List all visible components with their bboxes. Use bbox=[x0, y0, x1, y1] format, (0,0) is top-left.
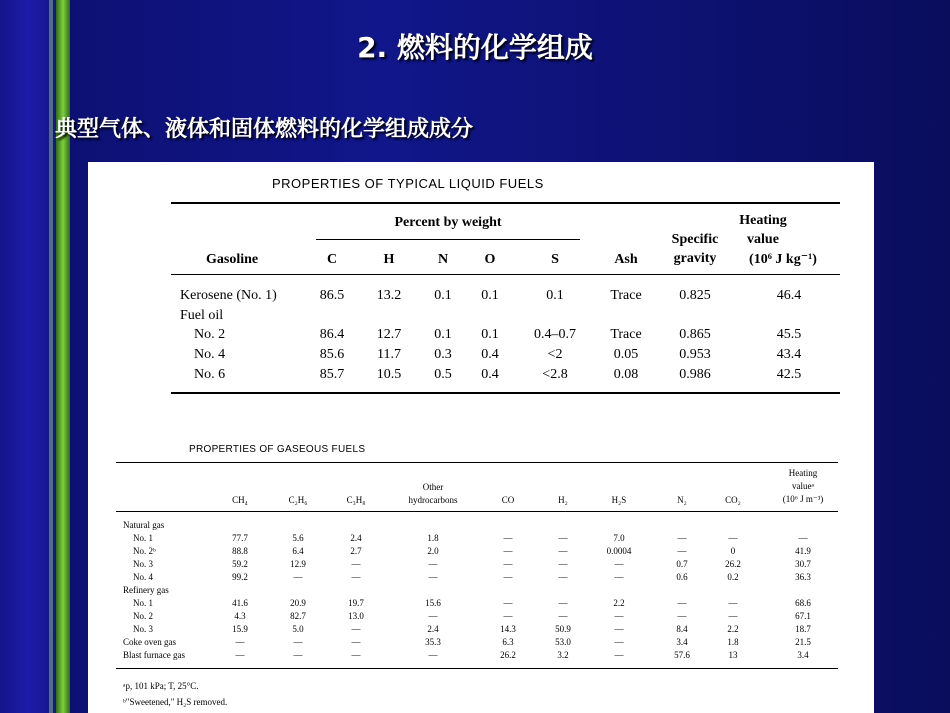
c-header: C bbox=[326, 252, 338, 267]
gas-cell-n2: 8.4 bbox=[676, 624, 688, 634]
gas-cell-n2: 0.7 bbox=[676, 559, 688, 569]
gas-row-name: Coke oven gas bbox=[123, 637, 176, 647]
gas-cell-n2: — bbox=[677, 546, 687, 556]
gas-cell-other: 2.4 bbox=[427, 624, 439, 634]
gas-cell-h2s: — bbox=[614, 611, 624, 621]
left-decor-highlight bbox=[49, 0, 53, 713]
gas-cell-hv: 67.1 bbox=[795, 611, 811, 621]
gas-cell-c3h8: 2.7 bbox=[350, 546, 362, 556]
gas-cell-c3h8: 13.0 bbox=[348, 611, 364, 621]
gas-cell-ch4: 15.9 bbox=[232, 624, 248, 634]
s-header: S bbox=[551, 252, 559, 267]
liquid-row-name: No. 2 bbox=[194, 327, 226, 342]
gas-cell-n2: 0.6 bbox=[676, 572, 688, 582]
gas-cell-h2s: — bbox=[614, 650, 624, 660]
ch4-header: CH₄ bbox=[232, 495, 248, 505]
percent-by-weight-header: Percent by weight bbox=[394, 215, 502, 230]
gas-cell-c3h8: — bbox=[351, 572, 361, 582]
other-header-2: hydrocarbons bbox=[408, 495, 458, 505]
gas-cell-h2: 50.9 bbox=[555, 624, 571, 634]
gas-cell-n2: — bbox=[677, 611, 687, 621]
slide-subtitle: 典型气体、液体和固体燃料的化学组成成分 bbox=[55, 117, 474, 142]
liquid-cell: 0.4–0.7 bbox=[534, 327, 576, 342]
gas-cell-other: — bbox=[428, 559, 438, 569]
liquid-cell: 46.4 bbox=[776, 288, 802, 303]
gas-cell-c2h6: — bbox=[293, 650, 303, 660]
gas-table-top-rule bbox=[116, 462, 838, 463]
liquid-cell: 86.4 bbox=[319, 327, 345, 342]
other-header-1: Other bbox=[422, 482, 444, 492]
liquid-cell: 0.05 bbox=[613, 347, 639, 362]
gas-cell-ch4: 99.2 bbox=[232, 572, 248, 582]
liquid-cell: 0.1 bbox=[481, 327, 499, 342]
refinery-gas-section-label: Refinery gas bbox=[123, 585, 169, 595]
gas-cell-co2: 0 bbox=[730, 546, 736, 556]
fuel-oil-section-label: Fuel oil bbox=[180, 308, 224, 323]
gas-cell-co: 6.3 bbox=[502, 637, 514, 647]
hv-header-3: (10⁶ J kg⁻¹) bbox=[749, 252, 817, 267]
gas-header-rule bbox=[116, 511, 838, 512]
scanned-document bbox=[88, 162, 874, 713]
gas-cell-h2s: — bbox=[614, 559, 624, 569]
gas-cell-co2: 13 bbox=[728, 650, 738, 660]
gas-cell-co2: — bbox=[728, 611, 738, 621]
gas-cell-c2h6: 12.9 bbox=[290, 559, 306, 569]
hv-header-2: value bbox=[747, 232, 779, 247]
liquid-table-title: PROPERTIES OF TYPICAL LIQUID FUELS bbox=[272, 176, 544, 191]
gas-cell-n2: 3.4 bbox=[676, 637, 688, 647]
liquid-table-top-rule bbox=[171, 202, 840, 204]
gas-cell-co2: — bbox=[728, 533, 738, 543]
liquid-row-name: No. 4 bbox=[194, 347, 226, 362]
gas-cell-co2: 0.2 bbox=[727, 572, 739, 582]
gas-cell-c2h6: 5.6 bbox=[292, 533, 304, 543]
gas-cell-c3h8: 19.7 bbox=[348, 598, 364, 608]
liquid-table-bottom-rule bbox=[171, 392, 840, 394]
gas-cell-c3h8: — bbox=[351, 637, 361, 647]
gas-cell-co: — bbox=[503, 533, 513, 543]
gas-cell-h2s: 7.0 bbox=[613, 533, 625, 543]
gas-cell-other: — bbox=[428, 572, 438, 582]
liquid-cell: 0.825 bbox=[679, 288, 711, 303]
gas-cell-h2: — bbox=[558, 559, 568, 569]
liquid-cell: 42.5 bbox=[776, 367, 802, 382]
gas-cell-co: — bbox=[503, 546, 513, 556]
gas-footnote: ᵃp, 101 kPa; T, 25°C. bbox=[123, 681, 199, 691]
c2h6-header: C₂H₆ bbox=[288, 495, 308, 505]
gas-hv-header-1: Heating bbox=[788, 468, 818, 478]
gas-cell-hv: 36.3 bbox=[795, 572, 811, 582]
gas-cell-c3h8: — bbox=[351, 650, 361, 660]
sg-header-2: gravity bbox=[673, 251, 717, 266]
gas-cell-c3h8: — bbox=[351, 559, 361, 569]
liquid-cell: 85.6 bbox=[319, 347, 345, 362]
sg-header-1: Specific bbox=[671, 232, 719, 247]
gas-hv-header-3: (10⁶ J m⁻³) bbox=[782, 494, 824, 504]
liquid-cell: 0.1 bbox=[434, 327, 452, 342]
gas-cell-co: — bbox=[503, 572, 513, 582]
n-header: N bbox=[437, 252, 449, 267]
gas-cell-co2: 1.8 bbox=[727, 637, 739, 647]
natural-gas-section-label: Natural gas bbox=[123, 520, 165, 530]
gas-cell-c3h8: — bbox=[351, 624, 361, 634]
liquid-cell: <2.8 bbox=[542, 367, 568, 382]
liquid-cell: 0.1 bbox=[546, 288, 564, 303]
liquid-cell: 11.7 bbox=[377, 347, 401, 362]
gas-cell-other: — bbox=[428, 611, 438, 621]
group-header-rule bbox=[316, 239, 580, 240]
liquid-cell: Trace bbox=[610, 288, 642, 303]
gasoline-header: Gasoline bbox=[206, 252, 259, 267]
gas-row-name: No. 4 bbox=[133, 572, 153, 582]
gas-cell-h2s: — bbox=[614, 637, 624, 647]
gas-cell-ch4: 4.3 bbox=[234, 611, 246, 621]
gas-cell-h2: 53.0 bbox=[555, 637, 571, 647]
liquid-cell: 43.4 bbox=[776, 347, 802, 362]
gas-row-name: No. 2ᵇ bbox=[133, 546, 156, 556]
gas-cell-c2h6: 20.9 bbox=[290, 598, 306, 608]
gas-cell-c2h6: — bbox=[293, 637, 303, 647]
gas-cell-ch4: 59.2 bbox=[232, 559, 248, 569]
gas-row-name: No. 2 bbox=[133, 611, 153, 621]
liquid-cell: 13.2 bbox=[376, 288, 402, 303]
gas-cell-h2s: — bbox=[614, 624, 624, 634]
liquid-cell: 12.7 bbox=[376, 327, 402, 342]
liquid-row-name: No. 6 bbox=[194, 367, 226, 382]
gas-cell-n2: 57.6 bbox=[674, 650, 690, 660]
liquid-cell: 0.1 bbox=[481, 288, 499, 303]
liquid-cell: 0.4 bbox=[481, 367, 499, 382]
gas-cell-h2s: 2.2 bbox=[613, 598, 625, 608]
liquid-cell: <2 bbox=[547, 347, 563, 362]
gas-cell-hv: 21.5 bbox=[795, 637, 811, 647]
gas-cell-h2: 3.2 bbox=[557, 650, 569, 660]
left-green-stripe bbox=[56, 0, 70, 713]
liquid-header-rule bbox=[171, 274, 840, 275]
gas-cell-hv: 68.6 bbox=[795, 598, 811, 608]
gas-table-title: PROPERTIES OF GASEOUS FUELS bbox=[189, 444, 366, 455]
gas-cell-c2h6: 6.4 bbox=[292, 546, 304, 556]
co2-header: CO₂ bbox=[725, 495, 741, 505]
gas-cell-other: 2.0 bbox=[427, 546, 439, 556]
gas-cell-co: 14.3 bbox=[500, 624, 516, 634]
liquid-cell: 85.7 bbox=[319, 367, 345, 382]
gas-cell-c2h6: 5.0 bbox=[292, 624, 304, 634]
gas-row-name: No. 1 bbox=[133, 533, 153, 543]
gas-cell-c3h8: 2.4 bbox=[350, 533, 362, 543]
gas-cell-n2: — bbox=[677, 598, 687, 608]
gas-cell-other: 15.6 bbox=[425, 598, 441, 608]
gas-table-bottom-rule bbox=[116, 668, 838, 669]
gas-cell-c2h6: 82.7 bbox=[290, 611, 306, 621]
gas-cell-h2: — bbox=[558, 572, 568, 582]
liquid-cell: 0.5 bbox=[434, 367, 452, 382]
gas-cell-h2s: 0.0004 bbox=[606, 546, 632, 556]
gas-cell-h2: — bbox=[558, 533, 568, 543]
gas-row-name: No. 1 bbox=[133, 598, 153, 608]
gas-cell-co2: 2.2 bbox=[727, 624, 739, 634]
gas-cell-co: — bbox=[503, 598, 513, 608]
gas-cell-hv: 41.9 bbox=[795, 546, 811, 556]
n2-header: N₂ bbox=[677, 495, 687, 505]
h-header: H bbox=[383, 252, 395, 267]
gas-cell-other: 35.3 bbox=[425, 637, 441, 647]
gas-cell-h2: — bbox=[558, 546, 568, 556]
gas-cell-h2s: — bbox=[614, 572, 624, 582]
liquid-cell: 0.865 bbox=[679, 327, 711, 342]
gas-cell-ch4: 41.6 bbox=[232, 598, 248, 608]
gas-cell-ch4: — bbox=[235, 650, 245, 660]
gas-row-name: No. 3 bbox=[133, 559, 153, 569]
gas-cell-hv: 30.7 bbox=[795, 559, 811, 569]
o-header: O bbox=[484, 252, 496, 267]
gas-cell-co: — bbox=[503, 559, 513, 569]
liquid-cell: 0.1 bbox=[434, 288, 452, 303]
gas-cell-ch4: — bbox=[235, 637, 245, 647]
gas-footnote: ᵇ"Sweetened," H₂S removed. bbox=[123, 697, 228, 707]
gas-cell-ch4: 77.7 bbox=[232, 533, 248, 543]
liquid-cell: Trace bbox=[610, 327, 642, 342]
h2-header: H₂ bbox=[558, 495, 568, 505]
gas-cell-co: — bbox=[503, 611, 513, 621]
h2s-header: H₂S bbox=[611, 495, 627, 505]
gas-cell-co2: — bbox=[728, 598, 738, 608]
liquid-cell: 0.4 bbox=[481, 347, 499, 362]
liquid-cell: 0.986 bbox=[679, 367, 711, 382]
c3h8-header: C₃H₈ bbox=[346, 495, 366, 505]
gas-hv-header-2: valueᵃ bbox=[792, 481, 814, 491]
co-header: CO bbox=[501, 495, 515, 505]
gas-cell-hv: — bbox=[798, 533, 808, 543]
gas-cell-hv: 18.7 bbox=[795, 624, 811, 634]
gas-cell-other: 1.8 bbox=[427, 533, 439, 543]
gas-cell-ch4: 88.8 bbox=[232, 546, 248, 556]
gas-cell-hv: 3.4 bbox=[797, 650, 809, 660]
ash-header: Ash bbox=[614, 252, 638, 267]
gas-cell-h2: — bbox=[558, 598, 568, 608]
gas-cell-h2: — bbox=[558, 611, 568, 621]
liquid-cell: 10.5 bbox=[376, 367, 402, 382]
hv-header-1: Heating bbox=[739, 213, 787, 228]
liquid-cell: 0.08 bbox=[613, 367, 639, 382]
gas-cell-co: 26.2 bbox=[500, 650, 516, 660]
slide-title: 2. 燃料的化学组成 bbox=[357, 31, 593, 64]
gas-cell-n2: — bbox=[677, 533, 687, 543]
gas-cell-c2h6: — bbox=[293, 572, 303, 582]
liquid-row-name: Kerosene (No. 1) bbox=[180, 288, 277, 303]
liquid-cell: 0.953 bbox=[679, 347, 711, 362]
gas-row-name: Blast furnace gas bbox=[123, 650, 185, 660]
gas-cell-co2: 26.2 bbox=[725, 559, 741, 569]
gas-row-name: No. 3 bbox=[133, 624, 153, 634]
liquid-cell: 0.3 bbox=[434, 347, 452, 362]
gas-cell-other: — bbox=[428, 650, 438, 660]
liquid-cell: 45.5 bbox=[776, 327, 802, 342]
liquid-cell: 86.5 bbox=[319, 288, 345, 303]
